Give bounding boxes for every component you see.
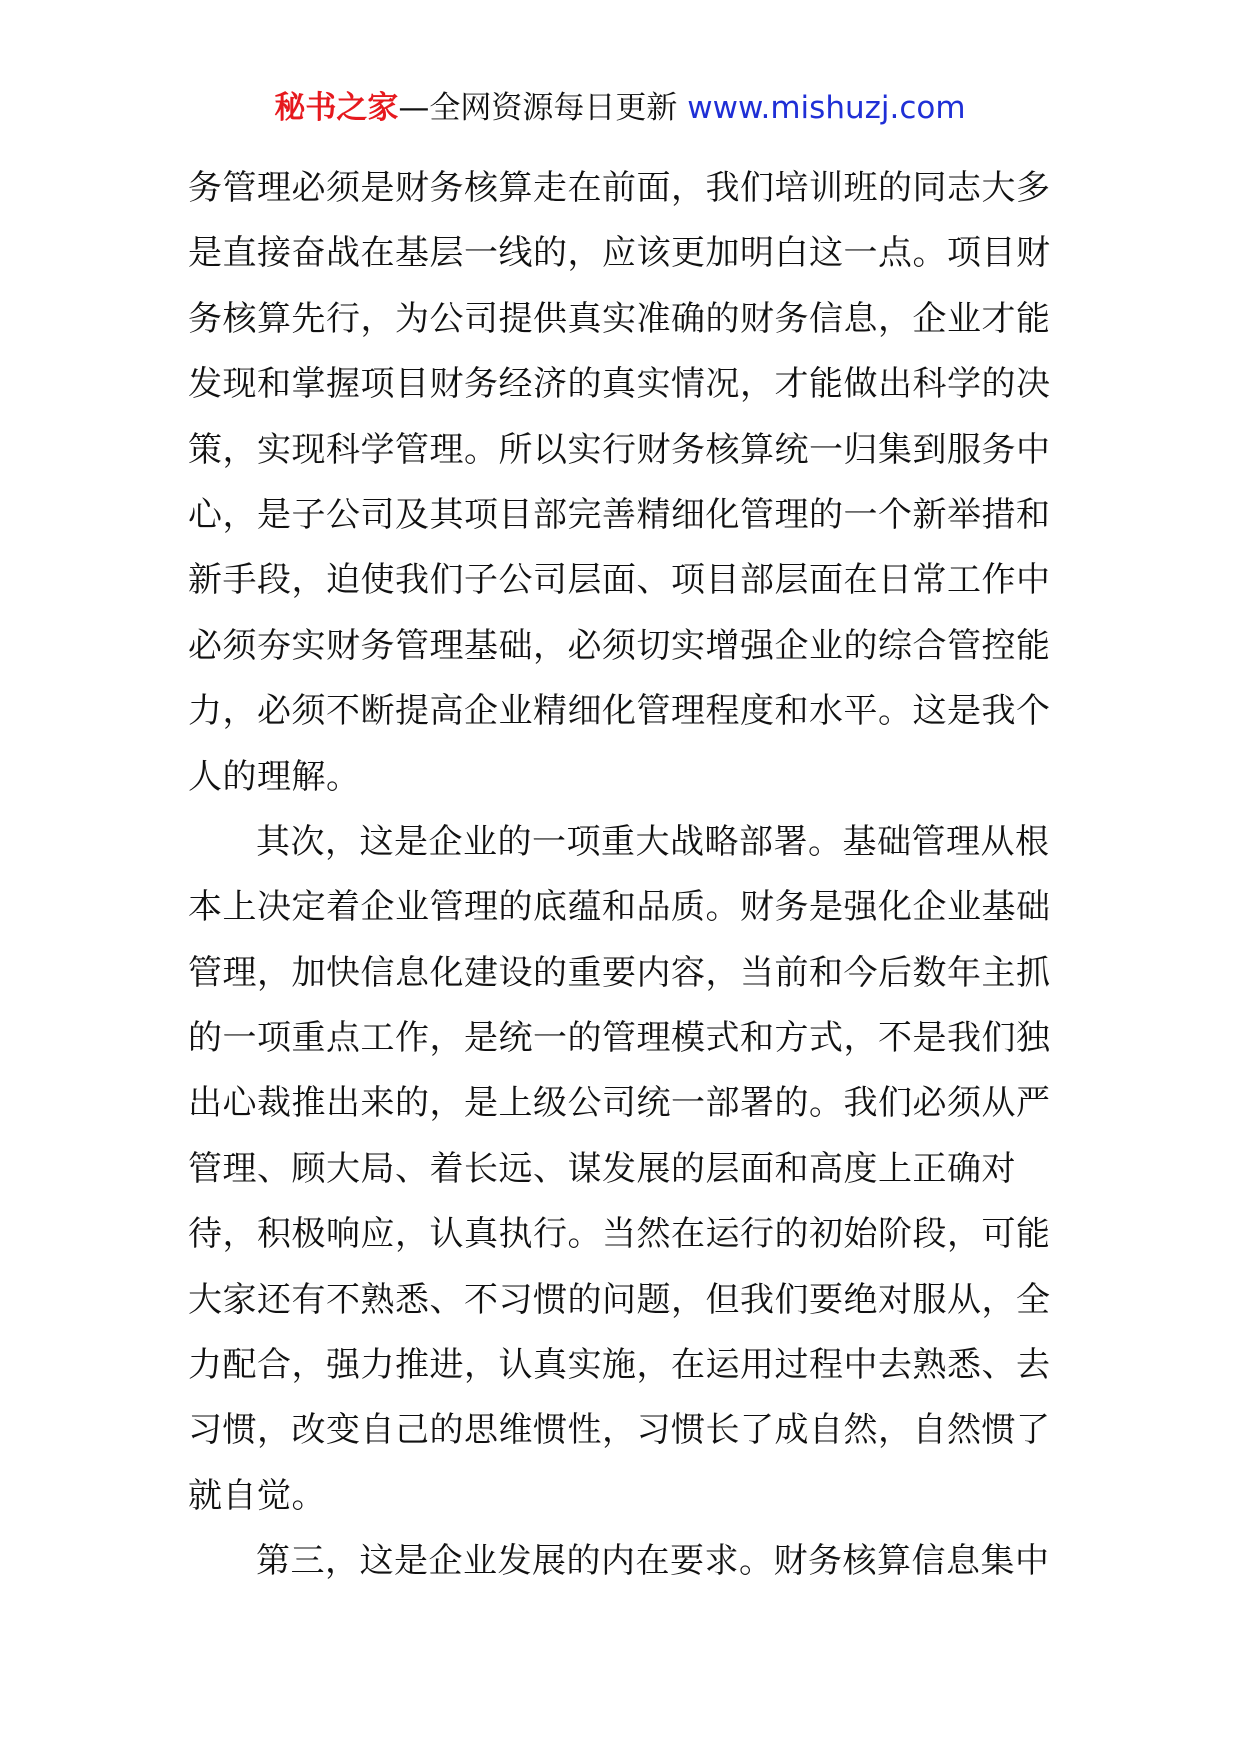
text-line: 必须夯实财务管理基础，必须切实增强企业的综合管控能 [188,625,1051,666]
text-line: 力配合，强力推进，认真实施，在运用过程中去熟悉、去 [188,1345,1051,1386]
text-line: 大家还有不熟悉、不习惯的问题，但我们要绝对服从，全 [188,1279,1051,1320]
text-line: 的一项重点工作，是统一的管理模式和方式，不是我们独 [188,1018,1051,1059]
text-line: 务核算先行，为公司提供真实准确的财务信息，企业才能 [188,298,1051,339]
text-line: 就自觉。 [188,1475,326,1516]
text-line: 心，是子公司及其项目部完善精细化管理的一个新举措和 [188,494,1051,535]
text-line: 是直接奋战在基层一线的，应该更加明白这一点。项目财 [188,233,1051,274]
text-line: 策，实现科学管理。所以实行财务核算统一归集到服务中 [188,429,1051,470]
text-line: 本上决定着企业管理的底蕴和品质。财务是强化企业基础 [188,887,1051,928]
text-line: 力，必须不断提高企业精细化管理程度和水平。这是我个 [188,691,1051,732]
site-tagline: —全网资源每日更新 [398,90,678,126]
text-line: 人的理解。 [188,756,361,797]
page-header [0,88,1240,128]
text-line: 习惯，改变自己的思维惯性，习惯长了成自然，自然惯了 [188,1410,1051,1451]
paragraph-first-line: 其次，这是企业的一项重大战略部署。基础管理从根 [256,821,1050,862]
text-line: 发现和掌握项目财务经济的真实情况，才能做出科学的决 [188,364,1051,405]
text-line: 管理、顾大局、着长远、谋发展的层面和高度上正确对 [188,1148,1016,1189]
paragraph-first-line: 第三，这是企业发展的内在要求。财务核算信息集中 [256,1541,1050,1582]
site-brand: 秘书之家 [274,90,399,126]
text-line: 务管理必须是财务核算走在前面，我们培训班的同志大多 [188,168,1051,208]
text-line: 管理，加快信息化建设的重要内容，当前和今后数年主抓 [188,952,1051,993]
text-line: 待，积极响应，认真执行。当然在运行的初始阶段，可能 [188,1214,1051,1255]
text-line: 新手段，迫使我们子公司层面、项目部层面在日常工作中 [188,560,1051,601]
site-url-link[interactable]: www.mishuzj.com [687,90,966,126]
text-line: 出心裁推出来的，是上级公司统一部署的。我们必须从严 [188,1083,1051,1124]
document-body [188,156,1058,1595]
